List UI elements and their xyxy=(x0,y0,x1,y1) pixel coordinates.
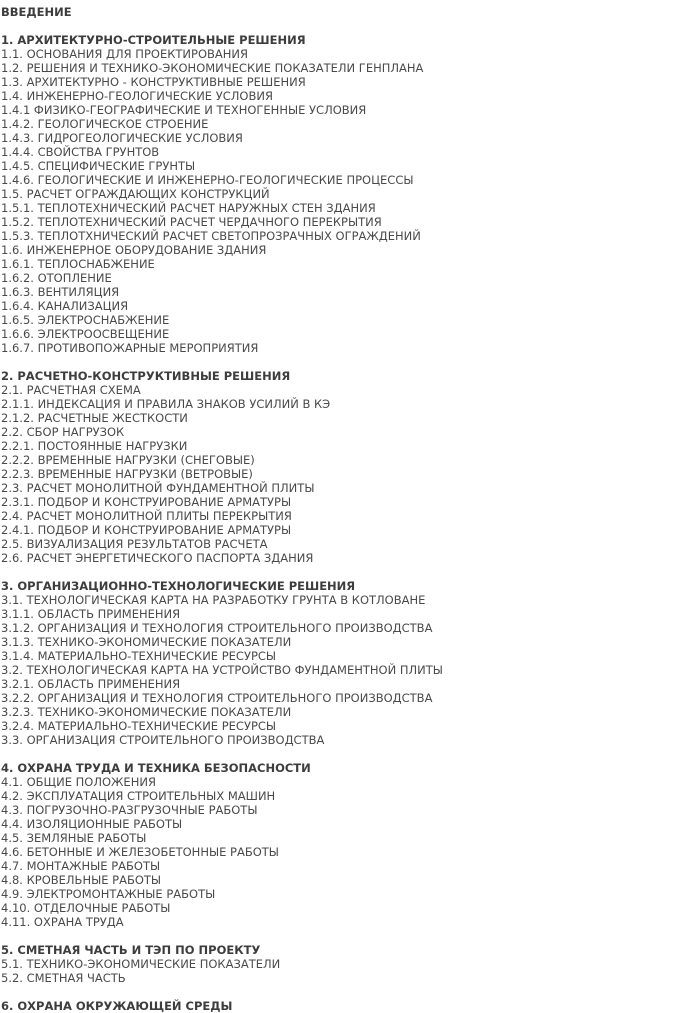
blank-line xyxy=(1,985,697,999)
toc-entry: 1.5.2. ТЕПЛОТЕХНИЧЕСКИЙ РАСЧЕТ ЧЕРДАЧНОГО ПЕРЕКРЫТИЯ xyxy=(1,215,382,229)
toc-entry: 2.6. РАСЧЕТ ЭНЕРГЕТИЧЕСКОГО ПАСПОРТА ЗДАНИЯ xyxy=(1,551,314,565)
toc-entry: 1.6.2. ОТОПЛЕНИЕ xyxy=(1,271,112,285)
toc-entry: 2.1.1. ИНДЕКСАЦИЯ И ПРАВИЛА ЗНАКОВ УСИЛИЙ В КЭ xyxy=(1,397,331,411)
toc-entry: 3.2.4. МАТЕРИАЛЬНО-ТЕХНИЧЕСКИЕ РЕСУРСЫ xyxy=(1,719,277,733)
toc-entry: 1.4.1 ФИЗИКО-ГЕОГРАФИЧЕСКИЕ И ТЕХНОГЕННЫЕ УСЛОВИЯ xyxy=(1,103,367,117)
toc-entry: 3.1. ТЕХНОЛОГИЧЕСКАЯ КАРТА НА РАЗРАБОТКУ ГРУНТА В КОТЛОВАНЕ xyxy=(1,593,426,607)
section-heading: 5. СМЕТНАЯ ЧАСТЬ И ТЭП ПО ПРОЕКТУ xyxy=(1,943,261,957)
toc-entry: 3.2.2. ОРГАНИЗАЦИЯ И ТЕХНОЛОГИЯ СТРОИТЕЛЬНОГО ПРОИЗВОДСТВА xyxy=(1,691,433,705)
section-heading: 3. ОРГАНИЗАЦИОННО-ТЕХНОЛОГИЧЕСКИЕ РЕШЕНИЯ xyxy=(1,579,356,593)
blank-line xyxy=(1,19,697,33)
toc-entry: 1.4.5. СПЕЦИФИЧЕСКИЕ ГРУНТЫ xyxy=(1,159,196,173)
toc-entry: 2.4. РАСЧЕТ МОНОЛИТНОЙ ПЛИТЫ ПЕРЕКРЫТИЯ xyxy=(1,509,292,523)
toc-entry: 4.8. КРОВЕЛЬНЫЕ РАБОТЫ xyxy=(1,873,162,887)
toc-entry: 3.1.3. ТЕХНИКО-ЭКОНОМИЧЕСКИЕ ПОКАЗАТЕЛИ xyxy=(1,635,292,649)
toc-entry: 2.2.1. ПОСТОЯННЫЕ НАГРУЗКИ xyxy=(1,439,188,453)
toc-entry: 2.4.1. ПОДБОР И КОНСТРУИРОВАНИЕ АРМАТУРЫ xyxy=(1,523,292,537)
toc-entry: 2.2.2. ВРЕМЕННЫЕ НАГРУЗКИ (СНЕГОВЫЕ) xyxy=(1,453,255,467)
toc-entry: 1.6.1. ТЕПЛОСНАБЖЕНИЕ xyxy=(1,257,155,271)
toc-entry: 1.1. ОСНОВАНИЯ ДЛЯ ПРОЕКТИРОВАНИЯ xyxy=(1,47,248,61)
toc-entry: 5.1. ТЕХНИКО-ЭКОНОМИЧЕСКИЕ ПОКАЗАТЕЛИ xyxy=(1,957,281,971)
toc-entry: 4.11. ОХРАНА ТРУДА xyxy=(1,915,124,929)
toc-entry: 4.6. БЕТОННЫЕ И ЖЕЛЕЗОБЕТОННЫЕ РАБОТЫ xyxy=(1,845,279,859)
toc-entry: 2.3.1. ПОДБОР И КОНСТРУИРОВАНИЕ АРМАТУРЫ xyxy=(1,495,292,509)
section-heading: 2. РАСЧЕТНО-КОНСТРУКТИВНЫЕ РЕШЕНИЯ xyxy=(1,369,291,383)
toc-entry: 3.1.2. ОРГАНИЗАЦИЯ И ТЕХНОЛОГИЯ СТРОИТЕЛЬНОГО ПРОИЗВОДСТВА xyxy=(1,621,433,635)
toc-entry: 3.3. ОРГАНИЗАЦИЯ СТРОИТЕЛЬНОГО ПРОИЗВОДСТВА xyxy=(1,733,325,747)
table-of-contents xyxy=(1,5,697,1013)
section-heading: 1. АРХИТЕКТУРНО-СТРОИТЕЛЬНЫЕ РЕШЕНИЯ xyxy=(1,33,306,47)
toc-entry: 1.6. ИНЖЕНЕРНОЕ ОБОРУДОВАНИЕ ЗДАНИЯ xyxy=(1,243,267,257)
toc-entry: 1.3. АРХИТЕКТУРНО - КОНСТРУКТИВНЫЕ РЕШЕНИЯ xyxy=(1,75,306,89)
toc-entry: 2.5. ВИЗУАЛИЗАЦИЯ РЕЗУЛЬТАТОВ РАСЧЕТА xyxy=(1,537,268,551)
blank-line xyxy=(1,929,697,943)
toc-entry: 3.2.1. ОБЛАСТЬ ПРИМЕНЕНИЯ xyxy=(1,677,181,691)
toc-entry: 1.5. РАСЧЕТ ОГРАЖДАЮЩИХ КОНСТРУКЦИЙ xyxy=(1,187,270,201)
toc-entry: 1.5.3. ТЕПЛОТХНИЧЕСКИЙ РАСЧЕТ СВЕТОПРОЗРАЧНЫХ ОГРАЖДЕНИЙ xyxy=(1,229,421,243)
toc-entry: 2.1.2. РАСЧЕТНЫЕ ЖЕСТКОСТИ xyxy=(1,411,188,425)
toc-entry: 1.4.2. ГЕОЛОГИЧЕСКОЕ СТРОЕНИЕ xyxy=(1,117,209,131)
toc-entry: 1.4.6. ГЕОЛОГИЧЕСКИЕ И ИНЖЕНЕРНО-ГЕОЛОГИЧЕСКИЕ ПРОЦЕССЫ xyxy=(1,173,414,187)
toc-entry: 3.2. ТЕХНОЛОГИЧЕСКАЯ КАРТА НА УСТРОЙСТВО ФУНДАМЕНТНОЙ ПЛИТЫ xyxy=(1,663,443,677)
blank-line xyxy=(1,355,697,369)
toc-entry: 3.1.4. МАТЕРИАЛЬНО-ТЕХНИЧЕСКИЕ РЕСУРСЫ xyxy=(1,649,277,663)
toc-entry: 1.4. ИНЖЕНЕРНО-ГЕОЛОГИЧЕСКИЕ УСЛОВИЯ xyxy=(1,89,273,103)
toc-entry: 1.6.6. ЭЛЕКТРООСВЕЩЕНИЕ xyxy=(1,327,170,341)
toc-entry: 1.6.7. ПРОТИВОПОЖАРНЫЕ МЕРОПРИЯТИЯ xyxy=(1,341,259,355)
toc-entry: 4.9. ЭЛЕКТРОМОНТАЖНЫЕ РАБОТЫ xyxy=(1,887,216,901)
section-heading: 4. ОХРАНА ТРУДА И ТЕХНИКА БЕЗОПАСНОСТИ xyxy=(1,761,311,775)
blank-line xyxy=(1,565,697,579)
toc-entry: 1.5.1. ТЕПЛОТЕХНИЧЕСКИЙ РАСЧЕТ НАРУЖНЫХ СТЕН ЗДАНИЯ xyxy=(1,201,376,215)
toc-entry: 1.6.5. ЭЛЕКТРОСНАБЖЕНИЕ xyxy=(1,313,170,327)
toc-entry: 2.2. СБОР НАГРУЗОК xyxy=(1,425,125,439)
toc-entry: 3.2.3. ТЕХНИКО-ЭКОНОМИЧЕСКИЕ ПОКАЗАТЕЛИ xyxy=(1,705,292,719)
blank-line xyxy=(1,747,697,761)
toc-entry: 1.4.3. ГИДРОГЕОЛОГИЧЕСКИЕ УСЛОВИЯ xyxy=(1,131,243,145)
toc-entry: 2.2.3. ВРЕМЕННЫЕ НАГРУЗКИ (ВЕТРОВЫЕ) xyxy=(1,467,253,481)
toc-entry: 2.1. РАСЧЕТНАЯ СХЕМА xyxy=(1,383,141,397)
toc-entry: 1.6.3. ВЕНТИЛЯЦИЯ xyxy=(1,285,120,299)
section-heading: ВВЕДЕНИЕ xyxy=(1,5,72,19)
toc-entry: 4.2. ЭКСПЛУАТАЦИЯ СТРОИТЕЛЬНЫХ МАШИН xyxy=(1,789,276,803)
toc-entry: 5.2. СМЕТНАЯ ЧАСТЬ xyxy=(1,971,126,985)
toc-entry: 1.2. РЕШЕНИЯ И ТЕХНИКО-ЭКОНОМИЧЕСКИЕ ПОКАЗАТЕЛИ ГЕНПЛАНА xyxy=(1,61,424,75)
toc-entry: 1.6.4. КАНАЛИЗАЦИЯ xyxy=(1,299,129,313)
toc-entry: 4.3. ПОГРУЗОЧНО-РАЗГРУЗОЧНЫЕ РАБОТЫ xyxy=(1,803,258,817)
toc-entry: 4.7. МОНТАЖНЫЕ РАБОТЫ xyxy=(1,859,161,873)
toc-entry: 4.5. ЗЕМЛЯНЫЕ РАБОТЫ xyxy=(1,831,147,845)
toc-entry: 1.4.4. СВОЙСТВА ГРУНТОВ xyxy=(1,145,160,159)
toc-entry: 4.4. ИЗОЛЯЦИОННЫЕ РАБОТЫ xyxy=(1,817,183,831)
toc-entry: 4.1. ОБЩИЕ ПОЛОЖЕНИЯ xyxy=(1,775,156,789)
toc-entry: 4.10. ОТДЕЛОЧНЫЕ РАБОТЫ xyxy=(1,901,171,915)
section-heading: 6. ОХРАНА ОКРУЖАЮЩЕЙ СРЕДЫ xyxy=(1,999,233,1013)
toc-entry: 2.3. РАСЧЕТ МОНОЛИТНОЙ ФУНДАМЕНТНОЙ ПЛИТЫ xyxy=(1,481,315,495)
toc-entry: 3.1.1. ОБЛАСТЬ ПРИМЕНЕНИЯ xyxy=(1,607,181,621)
